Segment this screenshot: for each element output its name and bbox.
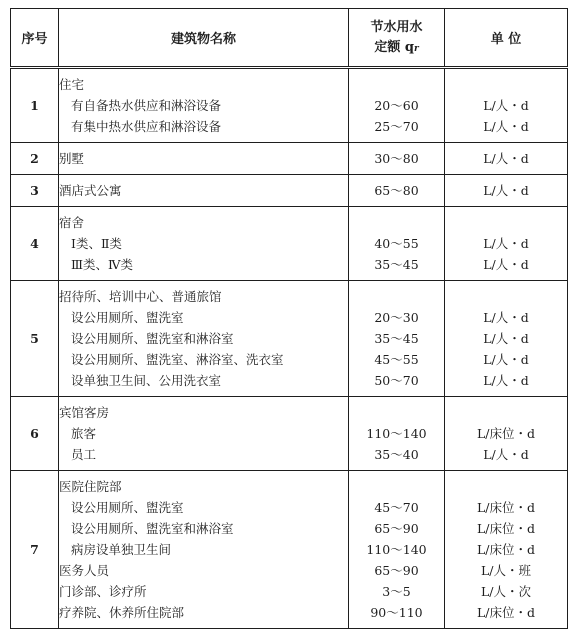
quota-unit-cell bbox=[445, 397, 568, 471]
quota-value: 25～70 bbox=[374, 119, 419, 134]
quota-value-cell bbox=[349, 207, 445, 281]
quota-unit bbox=[445, 286, 567, 307]
quota-unit: L/人・次 bbox=[480, 584, 531, 599]
quota-unit: L/人・d bbox=[483, 98, 529, 113]
table-row bbox=[11, 281, 568, 397]
quota-unit-cell bbox=[445, 143, 568, 175]
quota-unit-cell bbox=[445, 281, 568, 397]
building-name: 别墅 bbox=[59, 151, 85, 166]
building-name: 疗养院、休养所住院部 bbox=[59, 605, 185, 620]
quota-unit: L/床位・d bbox=[476, 542, 535, 557]
building-name: 设公用厕所、盥洗室和淋浴室 bbox=[71, 331, 234, 346]
quota-unit-cell bbox=[445, 175, 568, 207]
quota-unit: L/人・d bbox=[483, 331, 529, 346]
quota-value: 40～55 bbox=[374, 236, 419, 251]
quota-value-cell bbox=[349, 471, 445, 629]
building-name-cell bbox=[59, 143, 349, 175]
building-name-cell bbox=[59, 281, 349, 397]
quota-value bbox=[349, 212, 444, 233]
quota-unit bbox=[445, 212, 567, 233]
quota-value bbox=[349, 402, 444, 423]
quota-value: 65～80 bbox=[374, 183, 419, 198]
row-number: 4 bbox=[11, 207, 59, 281]
quota-unit: L/床位・d bbox=[476, 500, 535, 515]
water-quota-table bbox=[10, 8, 568, 629]
building-name: 住宅 bbox=[59, 77, 85, 92]
building-name: 招待所、培训中心、普通旅馆 bbox=[59, 289, 222, 304]
quota-value: 65～90 bbox=[374, 563, 419, 578]
quota-value-cell bbox=[349, 175, 445, 207]
quota-value: 30～80 bbox=[374, 151, 419, 166]
building-name: 医院住院部 bbox=[59, 479, 122, 494]
quota-value: 65～90 bbox=[374, 521, 419, 536]
row-number: 5 bbox=[11, 281, 59, 397]
building-name-cell bbox=[59, 207, 349, 281]
quota-unit: L/床位・d bbox=[476, 605, 535, 620]
building-name: Ⅰ类、Ⅱ类 bbox=[71, 236, 122, 251]
quota-value: 45～55 bbox=[374, 352, 419, 367]
header-quota-line2 bbox=[349, 38, 444, 58]
table-row bbox=[11, 68, 568, 143]
header-quota-subscript: r bbox=[413, 43, 419, 54]
row-number: 6 bbox=[11, 397, 59, 471]
header-quota-label: 定额 q bbox=[374, 39, 414, 55]
header-quota-line1: 节水用水 bbox=[370, 19, 423, 35]
table-row bbox=[11, 207, 568, 281]
building-name: Ⅲ类、Ⅳ类 bbox=[71, 257, 134, 272]
quota-unit bbox=[445, 74, 567, 95]
row-number: 2 bbox=[11, 143, 59, 175]
quota-value: 90～110 bbox=[370, 605, 423, 620]
building-name: 设公用厕所、盥洗室 bbox=[71, 310, 184, 325]
building-name: 有自备热水供应和淋浴设备 bbox=[71, 98, 222, 113]
quota-value: 3～5 bbox=[382, 584, 411, 599]
table-row bbox=[11, 175, 568, 207]
table-row bbox=[11, 397, 568, 471]
quota-value-cell bbox=[349, 143, 445, 175]
building-name: 设公用厕所、盥洗室和淋浴室 bbox=[71, 521, 234, 536]
quota-unit: L/人・d bbox=[483, 151, 529, 166]
building-name: 门诊部、诊疗所 bbox=[59, 584, 147, 599]
quota-value: 110～140 bbox=[366, 542, 427, 557]
table-body bbox=[11, 68, 568, 629]
building-name: 医务人员 bbox=[59, 563, 110, 578]
building-name-cell bbox=[59, 397, 349, 471]
header-no: 序号 bbox=[11, 9, 59, 68]
table-row bbox=[11, 471, 568, 629]
header-name: 建筑物名称 bbox=[59, 9, 349, 68]
building-name-cell bbox=[59, 175, 349, 207]
quota-unit-cell bbox=[445, 207, 568, 281]
building-name: 有集中热水供应和淋浴设备 bbox=[71, 119, 222, 134]
quota-unit bbox=[445, 402, 567, 423]
building-name: 设单独卫生间、公用洗衣室 bbox=[71, 373, 222, 388]
quota-value: 110～140 bbox=[366, 426, 427, 441]
quota-value bbox=[349, 74, 444, 95]
header-unit: 单 位 bbox=[445, 9, 568, 68]
quota-value-cell bbox=[349, 397, 445, 471]
row-number: 1 bbox=[11, 68, 59, 143]
building-name: 设公用厕所、盥洗室、淋浴室、洗衣室 bbox=[71, 352, 284, 367]
quota-value-cell bbox=[349, 281, 445, 397]
quota-unit-cell bbox=[445, 68, 568, 143]
row-number: 7 bbox=[11, 471, 59, 629]
building-name: 旅客 bbox=[71, 426, 97, 441]
quota-unit: L/人・d bbox=[483, 447, 529, 462]
table-header-row bbox=[11, 9, 568, 68]
building-name: 酒店式公寓 bbox=[59, 183, 122, 198]
building-name-cell bbox=[59, 68, 349, 143]
quota-value: 20～30 bbox=[374, 310, 419, 325]
quota-unit: L/人・班 bbox=[480, 563, 531, 578]
quota-value: 50～70 bbox=[374, 373, 419, 388]
quota-unit-cell bbox=[445, 471, 568, 629]
quota-unit: L/床位・d bbox=[476, 521, 535, 536]
quota-value bbox=[349, 476, 444, 497]
quota-value bbox=[349, 286, 444, 307]
quota-value-cell bbox=[349, 68, 445, 143]
quota-unit: L/人・d bbox=[483, 236, 529, 251]
building-name: 宿舍 bbox=[59, 215, 85, 230]
quota-unit: L/人・d bbox=[483, 119, 529, 134]
building-name: 宾馆客房 bbox=[59, 405, 110, 420]
building-name: 设公用厕所、盥洗室 bbox=[71, 500, 184, 515]
row-number: 3 bbox=[11, 175, 59, 207]
quota-unit: L/人・d bbox=[483, 352, 529, 367]
quota-unit: L/人・d bbox=[483, 310, 529, 325]
quota-unit bbox=[445, 476, 567, 497]
quota-unit: L/人・d bbox=[483, 373, 529, 388]
building-name: 病房设单独卫生间 bbox=[71, 542, 172, 557]
quota-value: 35～40 bbox=[374, 447, 419, 462]
quota-unit: L/人・d bbox=[483, 257, 529, 272]
building-name: 员工 bbox=[71, 447, 97, 462]
quota-value: 35～45 bbox=[374, 331, 419, 346]
quota-value: 35～45 bbox=[374, 257, 419, 272]
table-row bbox=[11, 143, 568, 175]
building-name-cell bbox=[59, 471, 349, 629]
quota-unit: L/人・d bbox=[483, 183, 529, 198]
quota-value: 20～60 bbox=[374, 98, 419, 113]
quota-value: 45～70 bbox=[374, 500, 419, 515]
header-quota bbox=[349, 9, 445, 68]
quota-unit: L/床位・d bbox=[476, 426, 535, 441]
